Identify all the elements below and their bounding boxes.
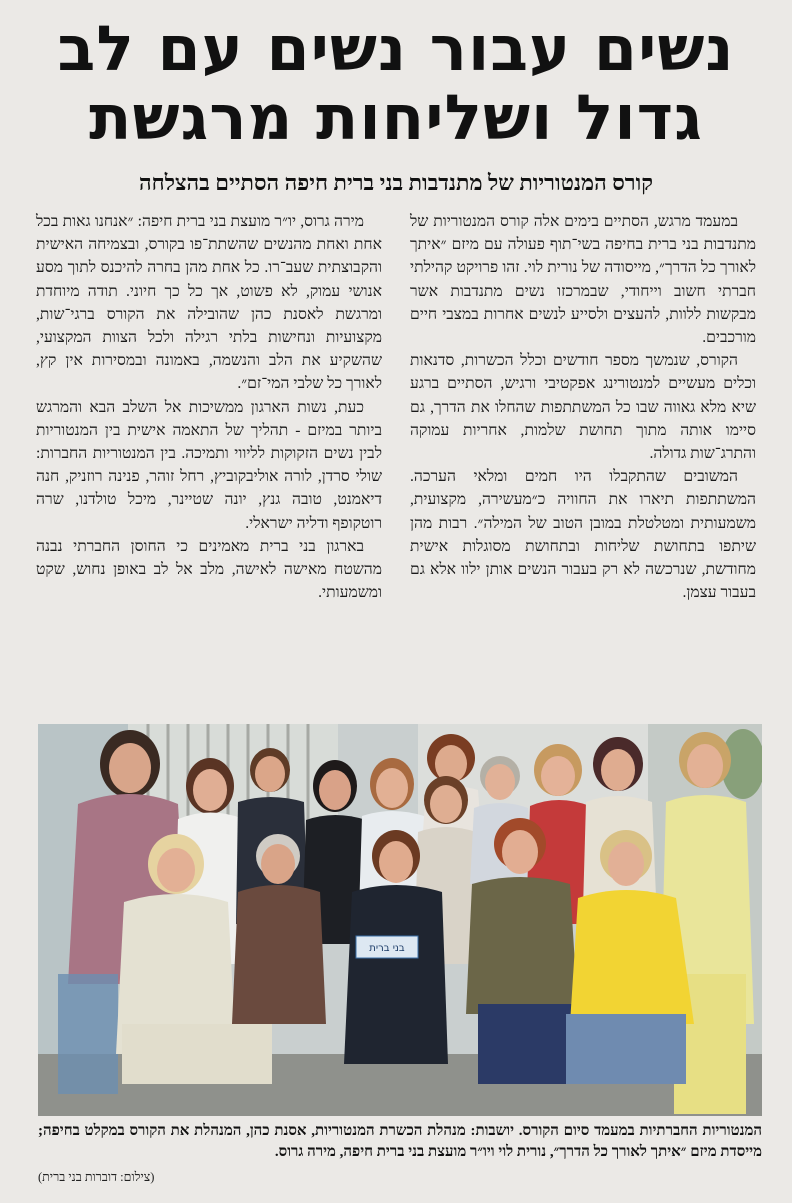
name-tag-label: בני ברית xyxy=(369,943,405,954)
paragraph: בארגון בני ברית מאמינים כי החוסן החברתי נבנה מהשטח מאישה לאישה, מלב אל לב באופן נחוש, שקט ומשמעותי. xyxy=(36,537,382,602)
group-photo-illustration xyxy=(38,724,762,1116)
group-photo xyxy=(38,724,762,1116)
photo-caption: המנטוריות החברתיות במעמד סיום הקורס. יושבות: מנהלת הכשרת המנטוריות, אסנת כהן, המנהלת את הקורס במקלט בחיפה; מייסדת מיזם ״איתך לאורך כל הדרך״, נורית לוי ויו״ר מועצת בני ברית חיפה, מירה גרוס. xyxy=(38,1123,762,1160)
paragraph: במעמד מרגש, הסתיים בימים אלה קורס המנטוריות של מתנדבות בני ברית בחיפה בשי־תוף פעולה עם מיזם ״איתך לאורך כל הדרך״, מייסודה של נורית לוי. זהו פרויקט קהילתי חברתי חשוב וייחודי, שבמרכזו נשים מתנדבות אשר מבקשות ללוות, להעצים ולסייע לנשים אחרות במצבי חיים מורכבים. xyxy=(410,213,756,347)
headline-line-1: נשים עבור נשים עם לב xyxy=(57,12,735,85)
article-subtitle: קורס המנטוריות של מתנדבות בני ברית חיפה הסתיים בהצלחה xyxy=(139,170,653,195)
photo-credit: (צילום: דוברות בני ברית) xyxy=(38,1170,155,1184)
right-column xyxy=(410,210,756,715)
article-headline xyxy=(20,14,772,152)
paragraph: מירה גרוס, יו״ר מועצת בני ברית חיפה: ״אנחנו גאות בכל אחת ואחת מהנשים שהשתת־פו בקורס, ובצמיחה האישית והקבוצתית שעב־רו. כל אחת מהן בחרה להיכנס לתוך מסע אנושי עמוק, לא פשוט, אך כל כך חיוני. תודה מיוחדת ומרגשת לאסנת כהן שהובילה את הקורס ברגי־שות, מקצועיות ונחישות בלתי רגילה ולכל הצוות המקצועי, שהשקיע את הלב והנשמה, באמונה ובמסירות אין קץ, לאורך כל שלבי המי־זם״. xyxy=(36,213,382,393)
paragraph: המשובים שהתקבלו היו חמים ומלאי הערכה. המשתתפות תיארו את החוויה כ״מעשירה, מקצועית, משמעותית ומטלטלת במובן הטוב של המילה״. רבות מהן שיתפו בתחושת שליחות ובתחושת מסוגלות אישית מחודשת, שנרכשה לא רק בעבור הנשים אותן ילוו אלא גם בעבור עצמן. xyxy=(410,468,756,602)
paragraph: כעת, נשות הארגון ממשיכות אל השלב הבא והמרגש ביותר במיזם - תהליך של התאמה אישית בין המנטוריות לבין נשים הזקוקות לליווי ותמיכה. בין המנטוריות החברות: שולי סרדן, לורה אוליבקוביץ, רחל זוהר, פנינה רוזניק, חנה דיאמנט, טובה גנץ, יונה שטיינר, מיכל טולדנו, שרה רוטקופף ודליה ישראלי. xyxy=(36,398,382,532)
headline-line-2: גדול ושליחות מרגשת xyxy=(89,81,703,154)
paragraph: הקורס, שנמשך מספר חודשים וכלל הכשרות, סדנאות וכלים מעשיים למנטורינג אפקטיבי ורגיש, הסתיים ברגע שיא מלא גאווה שבו כל המשתתפות שהחלו את הדרך, גם סיימו אותה מתוך תחושת שלמות, אחריות עמוקה והתרג־שות גדולה. xyxy=(410,352,756,463)
left-column xyxy=(36,210,382,715)
article-body xyxy=(36,210,756,715)
